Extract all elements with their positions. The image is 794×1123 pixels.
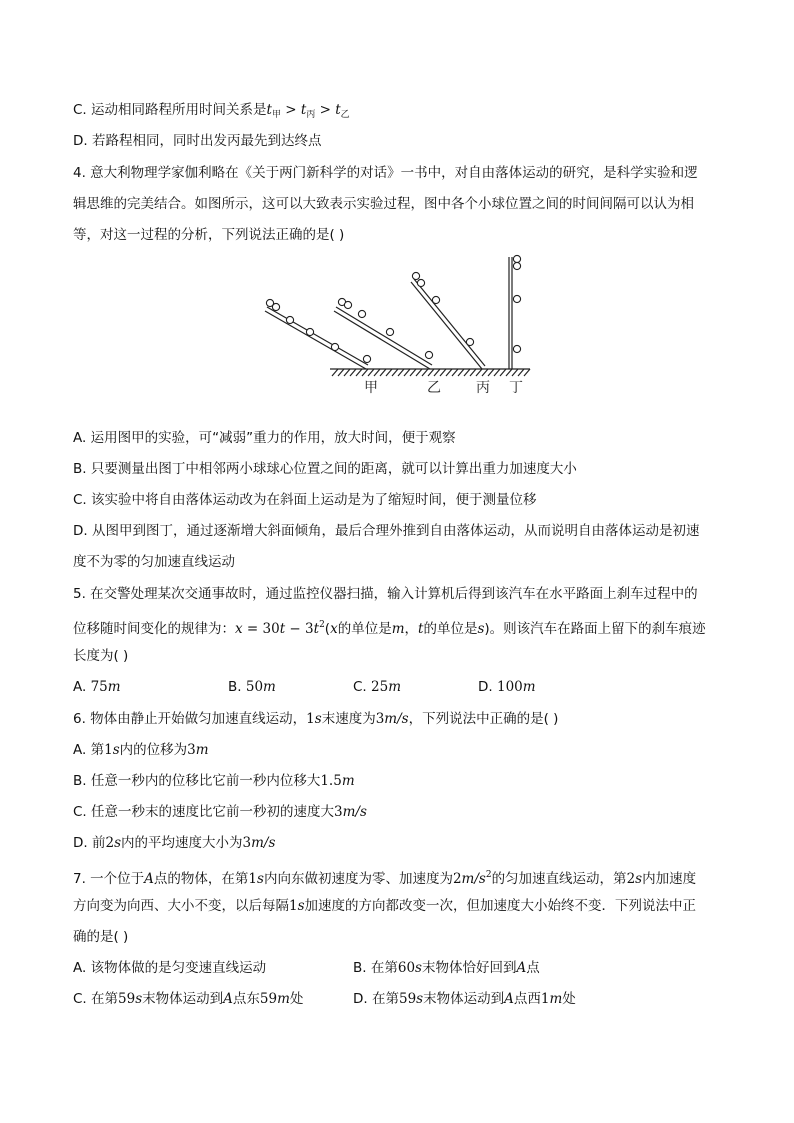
label-bing: 丙 [476,380,490,396]
ball [358,310,365,317]
ball [331,343,338,350]
ball [513,295,520,302]
incline-bing [411,279,485,369]
q7-option-b: B. 在第60s末物体恰好回到A点 [353,960,540,976]
q4-stem-line2: 辑思维的完美结合。如图所示，这可以大致表示实验过程，图中各个小球位置之间的时间间隔可以认为相 [73,196,694,212]
label-yi: 乙 [427,380,441,396]
q4-option-b: B. 只要测量出图丁中相邻两小球球心位置之间的距离，就可以计算出重力加速度大小 [73,461,577,477]
q5-option-a: A. 75m [73,679,121,695]
ball [513,255,520,262]
q6-stem: 6. 物体由静止开始做匀加速直线运动，1s末速度为3m/s，下列说法中正确的是( ) [73,711,559,727]
q5-option-c: C. 25m [353,679,402,695]
galileo-incline-figure [262,252,532,402]
q4-option-d-line1: D. 从图甲到图丁，通过逐渐增大斜面倾角，最后合理外推到自由落体运动，从而说明自由落体运动是初速 [73,523,700,539]
ground-hatching [332,369,530,376]
ball [425,351,432,358]
q3-option-c: C. 运动相同路程所用时间关系是$t_甲 > t_丙 > t_乙$ [73,102,350,120]
q4-option-a: A. 运用图甲的实验，可“减弱”重力的作用，放大时间，便于观察 [73,430,456,446]
q5-stem-line2: 位移随时间变化的规律为：$x = 30t - 3t^2(x$的单位是m，t的单位是s)。则该汽车在路面上留下的刹车痕迹 [73,620,706,637]
ball [513,345,520,352]
q6-option-c: C. 任意一秒末的速度比它前一秒初的速度大3m/s [73,804,367,820]
ball [466,338,473,345]
ball [513,262,520,269]
q4-stem-line3: 等，对这一过程的分析，下列说法正确的是( ) [73,227,345,243]
q7-stem-line1: 7. 一个位于A点的物体，在第1s内向东做初速度为零、加速度为$2m/s^2$的匀加速直线运动，第2s内加速度 [73,870,697,887]
q7-stem-line3: 确的是( ) [73,929,129,945]
q7-stem-line2: 方向变为向西、大小不变，以后每隔1s加速度的方向都改变一次，但加速度大小始终不变．下列说法中正 [73,898,697,914]
ball [272,303,279,310]
q7-option-a: A. 该物体做的是匀变速直线运动 [73,960,267,976]
ball [286,316,293,323]
q6-option-d: D. 前2s内的平均速度大小为3m/s [73,835,276,851]
q4-stem-line1: 4. 意大利物理学家伽利略在《关于两门新科学的对话》一书中，对自由落体运动的研究，是科学实验和逻 [73,165,698,181]
q4-option-d-line2: 度不为零的匀加速直线运动 [73,554,235,570]
q5-option-d: D. 100m [478,679,536,695]
pole-ding [509,257,512,369]
q5-stem-line1: 5. 在交警处理某次交通事故时，通过监控仪器扫描，输入计算机后得到该汽车在水平路面上刹车过程中的 [73,586,698,602]
q3-option-d: D. 若路程相同，同时出发丙最先到达终点 [73,133,322,149]
q4-option-c: C. 该实验中将自由落体运动改为在斜面上运动是为了缩短时间，便于测量位移 [73,492,537,508]
q6-option-b: B. 任意一秒内的位移比它前一秒内位移大1.5m [73,773,355,789]
q5-option-b: B. 50m [228,679,276,695]
q6-option-a: A. 第1s内的位移为3m [73,742,209,758]
q5-stem-line3: 长度为( ) [73,648,129,664]
q7-option-c: C. 在第59s末物体运动到A点东59m处 [73,991,304,1007]
ball [306,328,313,335]
ball [363,355,370,362]
ball [344,301,351,308]
ball [432,296,439,303]
label-jia: 甲 [364,380,378,396]
ball [386,328,393,335]
label-ding: 丁 [509,380,523,396]
ball [417,279,424,286]
ball [412,272,419,279]
q7-option-d: D. 在第59s末物体运动到A点西1m处 [353,991,576,1007]
